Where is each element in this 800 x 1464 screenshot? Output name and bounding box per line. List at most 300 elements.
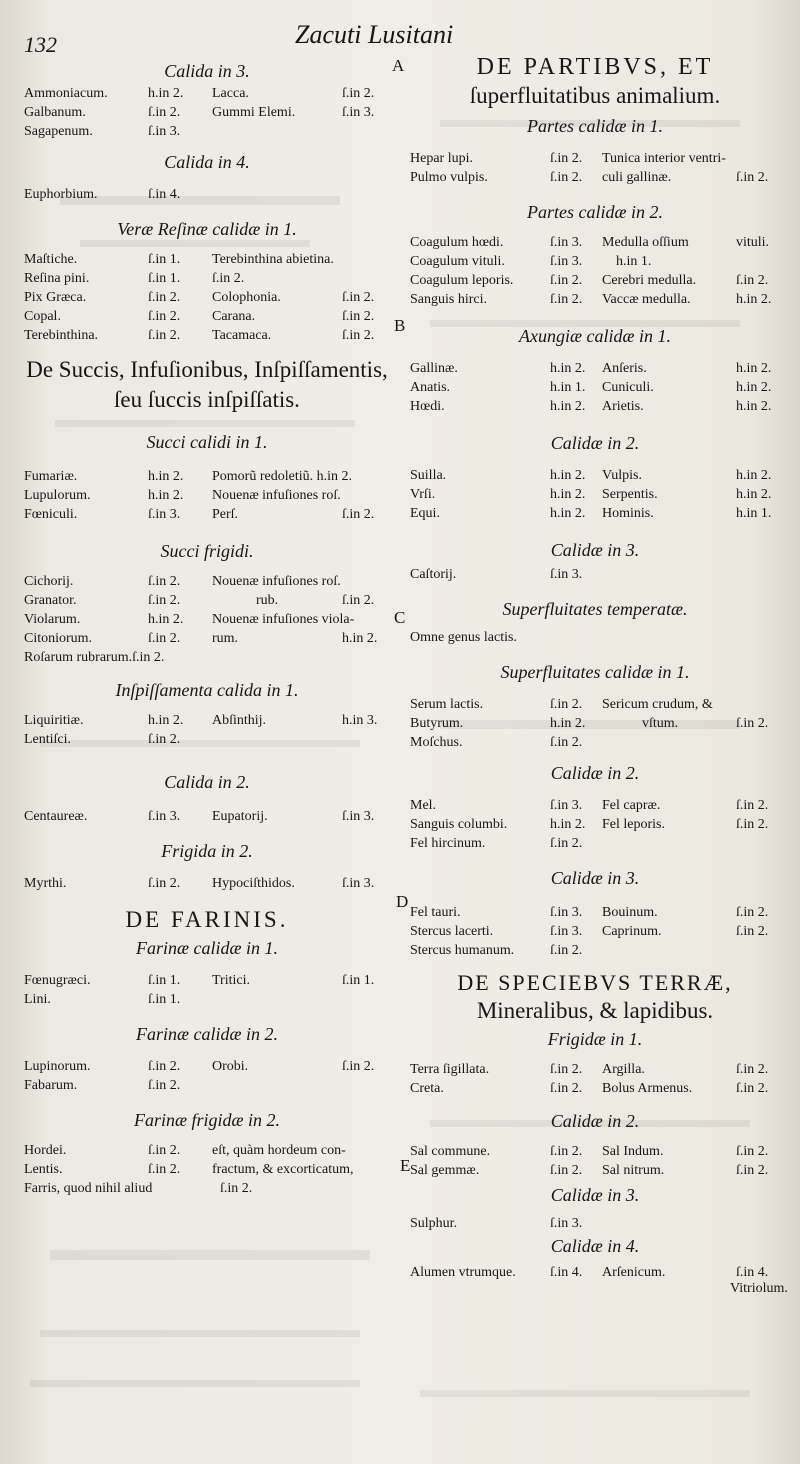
entry-name-2: Fel leporis. [602, 817, 665, 832]
entry-row [410, 695, 780, 714]
entry-degree: ſ.in 3. [550, 798, 583, 813]
entry-degree-2: ſ.in 2. [342, 507, 375, 522]
entry-name: Ammoniacum. [24, 86, 108, 101]
entry-degree-2: ſ.in 2. [342, 290, 375, 305]
entry-list [410, 1142, 780, 1180]
entry-degree: ſ.in 3. [550, 567, 583, 582]
entry-row [24, 807, 390, 826]
section-calida-in-2 [24, 771, 390, 826]
entry-name: Lupinorum. [24, 1059, 91, 1074]
entry-degree-2: h.in 2. [736, 468, 772, 483]
section-inspissamenta [24, 679, 390, 749]
entry-degree: ſ.in 2. [148, 105, 181, 120]
entry-name-2: h.in 1. [616, 254, 652, 269]
entry-row [410, 1214, 780, 1233]
entry-name: Fœnugræci. [24, 973, 91, 988]
entry-degree: ſ.in 2. [148, 574, 181, 589]
section-heading: Farinæ calidæ in 1. [135, 938, 278, 958]
entry-name: Fel tauri. [410, 905, 461, 920]
entry-degree-2: h.in 2. [736, 487, 772, 502]
entry-degree-2: ſ.in 2. [736, 924, 769, 939]
entry-row [410, 485, 780, 504]
entry-degree-2: ſ.in 2. [342, 328, 375, 343]
entry-name-2: Tacamaca. [212, 328, 272, 343]
section-farinae-calidae-in-2 [24, 1023, 390, 1095]
entry-row [410, 1161, 780, 1180]
entry-row [410, 397, 780, 416]
section-superfluitates-temperatae [410, 598, 780, 647]
entry-row [24, 185, 390, 204]
entry-name-2: Colophonia. [212, 290, 281, 305]
entry-name: Fœniculi. [24, 507, 78, 522]
section-calidae-in-2-animal [410, 432, 780, 523]
entry-name: Hordei. [24, 1143, 67, 1158]
entry-degree: h.in 2. [550, 468, 586, 483]
section-calidae-in-3-mineral [410, 1184, 780, 1233]
entry-name-2: Hominis. [602, 506, 654, 521]
entry-row [24, 269, 390, 288]
entry-row [24, 711, 390, 730]
entry-row [410, 359, 780, 378]
entry-row [24, 505, 390, 524]
entry-name-2: Perſ. [212, 507, 239, 522]
entry-degree: ſ.in 2. [550, 697, 583, 712]
entry-row [410, 565, 780, 584]
entry-name: Farris, quod nihil aliud [24, 1181, 153, 1196]
entry-degree: h.in 2. [148, 469, 184, 484]
entry-row [410, 504, 780, 523]
entry-name-2: Hypociſthidos. [212, 876, 295, 891]
section-de-succis [24, 355, 390, 524]
entry-degree: ſ.in 4. [550, 1265, 583, 1280]
entry-degree-2: ſ.in 2. [736, 1062, 769, 1077]
section-de-speciebus-terrae [410, 970, 780, 1098]
entry-row [410, 378, 780, 397]
entry-name-2: Sal Indum. [602, 1144, 664, 1159]
entry-name: Pulmo vulpis. [410, 170, 488, 185]
entry-name-2: Lacca. [212, 86, 249, 101]
section-heading: Calidæ in 2. [550, 763, 640, 783]
entry-degree: ſ.in 2. [550, 943, 583, 958]
entry-degree-2: h.in 2. [736, 399, 772, 414]
entry-name: Centaureæ. [24, 809, 88, 824]
entry-degree-2: ſ.in 2. [736, 905, 769, 920]
entry-list [410, 466, 780, 523]
entry-degree: h.in 2. [550, 817, 586, 832]
entry-name: Serum lactis. [410, 697, 484, 712]
entry-name: Sulphur. [410, 1216, 458, 1231]
entry-list [410, 149, 780, 187]
entry-name: Fabarum. [24, 1078, 78, 1093]
entry-name: Stercus humanum. [410, 943, 515, 958]
entry-degree: ſ.in 2. [550, 170, 583, 185]
entry-row [410, 1079, 780, 1098]
entry-name-2: Orobi. [212, 1059, 249, 1074]
entry-name: Hepar lupi. [410, 151, 473, 166]
entry-list [410, 233, 780, 309]
entry-name: Stercus lacerti. [410, 924, 494, 939]
section-axungiae [410, 325, 780, 416]
section-heading: Inſpiſſamenta calida in 1. [115, 680, 299, 700]
entry-name-2: Vulpis. [602, 468, 642, 483]
entry-name: Coagulum vituli. [410, 254, 505, 269]
entry-row [24, 1141, 390, 1160]
entry-degree: ſ.in 2. [148, 593, 181, 608]
entry-row [24, 648, 390, 667]
section-verae-resinae [24, 218, 390, 345]
entry-row [24, 629, 390, 648]
entry-degree: ſ.in 4. [148, 187, 181, 202]
entry-row [410, 1060, 780, 1079]
entry-name: Suilla. [410, 468, 447, 483]
section-heading: Superfluitates temperatæ. [502, 599, 688, 619]
entry-list [410, 1214, 780, 1233]
entry-row [24, 730, 390, 749]
entry-degree: ſ.in 3. [148, 507, 181, 522]
entry-degree-2: h.in 1. [736, 506, 772, 521]
section-frigida-in-2 [24, 840, 390, 893]
entry-list [410, 1263, 788, 1298]
entry-list [24, 874, 390, 893]
chapter-subtitle: ſuperfluitatibus animalium. [469, 83, 721, 108]
entry-name: Terebinthina. [24, 328, 99, 343]
entry-list [410, 695, 780, 752]
entry-degree: ſ.in 1. [148, 271, 181, 286]
entry-list [410, 359, 780, 416]
entry-degree: ſ.in 2. [550, 836, 583, 851]
entry-name: Sanguis columbi. [410, 817, 508, 832]
margin-marker-d: D [396, 892, 409, 911]
entry-row [410, 290, 780, 309]
section-calidae-in-2-superfl [410, 762, 780, 853]
entry-row [24, 122, 390, 141]
entry-name: Roſarum rubrarum.ſ.in 2. [24, 650, 165, 665]
margin-marker-b: B [394, 316, 406, 335]
entry-degree: ſ.in 1. [148, 992, 181, 1007]
entry-name-2: Caprinum. [602, 924, 662, 939]
section-farinae-frigidae-in-2 [24, 1109, 390, 1198]
section-calidae-in-3-animal [410, 539, 780, 584]
entry-name: Anatis. [410, 380, 451, 395]
entry-list [410, 1060, 780, 1098]
entry-list [24, 1141, 390, 1198]
section-heading: Farinæ frigidæ in 2. [133, 1110, 281, 1130]
section-heading: Succi frigidi. [160, 541, 254, 561]
left-column [24, 54, 390, 1198]
entry-name: Creta. [410, 1081, 444, 1096]
entry-list [24, 84, 390, 141]
section-heading: Partes calidæ in 2. [527, 202, 663, 222]
entry-degree: ſ.in 3. [550, 924, 583, 939]
entry-row [410, 233, 780, 252]
entry-name: Copal. [24, 309, 61, 324]
entry-degree: ſ.in 2. [148, 1162, 181, 1177]
entry-degree: ſ.in 2. [148, 1143, 181, 1158]
entry-name-2: Cuniculi. [602, 380, 654, 395]
entry-row [410, 796, 780, 815]
entry-list [24, 185, 390, 204]
entry-name-2: eſt, quàm hordeum con- [212, 1143, 346, 1158]
entry-degree: ſ.in 2. [220, 1181, 253, 1196]
entry-degree: ſ.in 2. [550, 1163, 583, 1178]
entry-degree-2: h.in 2. [736, 361, 772, 376]
entry-name-2: fractum, & excorticatum, [212, 1162, 354, 1177]
entry-degree-2: ſ.in 2. [736, 798, 769, 813]
section-heading: Calida in 4. [164, 152, 250, 172]
section-calida-in-4 [24, 151, 390, 204]
entry-row [24, 486, 390, 505]
section-heading: Calidæ in 3. [550, 1185, 640, 1205]
entry-row [24, 874, 390, 893]
section-heading: Calidæ in 4. [550, 1236, 640, 1256]
entry-name-2: Eupatorij. [212, 809, 268, 824]
entry-degree: h.in 2. [148, 612, 184, 627]
entry-name: Vrſi. [410, 487, 436, 502]
entry-name-2: Serpentis. [602, 487, 658, 502]
entry-row [24, 1076, 390, 1095]
entry-name: Cichorij. [24, 574, 74, 589]
entry-list [24, 711, 390, 749]
margin-marker-e: E [400, 1156, 411, 1175]
entry-degree-2: vituli. [736, 235, 770, 250]
chapter-subtitle: Mineralibus, & lapidibus. [476, 998, 714, 1023]
section-succi-frigidi [24, 540, 390, 667]
entry-name: Fel hircinum. [410, 836, 486, 851]
entry-name: Sal commune. [410, 1144, 491, 1159]
entry-row [410, 922, 780, 941]
entry-name-2: Tritici. [212, 973, 250, 988]
entry-degree: ſ.in 3. [148, 124, 181, 139]
entry-name: Liquiritiæ. [24, 713, 84, 728]
entry-degree-2: ſ.in 2. [342, 593, 375, 608]
entry-degree-2: ſ.in 2. [342, 309, 375, 324]
entry-name-2: Arietis. [602, 399, 644, 414]
chapter-title: DE SPECIEBVS TERRÆ, [457, 970, 733, 995]
entry-row [410, 466, 780, 485]
entry-list [410, 796, 780, 853]
entry-name: Sal gemmæ. [410, 1163, 480, 1178]
entry-degree: ſ.in 2. [550, 735, 583, 750]
entry-row [24, 1057, 390, 1076]
section-heading: Calidæ in 3. [550, 540, 640, 560]
entry-degree-2: ſ.in 1. [342, 973, 375, 988]
section-heading: Calida in 2. [164, 772, 250, 792]
entry-degree-2: ſ.in 2. [736, 1144, 769, 1159]
entry-degree: ſ.in 2. [550, 1062, 583, 1077]
entry-name-2: Vitriolum. [730, 1281, 788, 1296]
entry-row [410, 903, 780, 922]
entry-row [24, 971, 390, 990]
entry-degree-2: ſ.in 4. [736, 1265, 769, 1280]
entry-list [24, 467, 390, 524]
section-calidae-in-4-mineral [410, 1235, 788, 1298]
entry-degree: ſ.in 2. [550, 1081, 583, 1096]
entry-name: Citoniorum. [24, 631, 93, 646]
entry-row [24, 307, 390, 326]
entry-degree: h.in 2. [148, 488, 184, 503]
entry-row [24, 572, 390, 591]
entry-degree: ſ.in 2. [148, 290, 181, 305]
entry-degree: h.in 1. [550, 380, 586, 395]
entry-name: Granator. [24, 593, 77, 608]
margin-marker-c: C [394, 608, 406, 627]
entry-name-2: Sal nitrum. [602, 1163, 665, 1178]
entry-degree: ſ.in 2. [148, 631, 181, 646]
entry-degree: ſ.in 2. [550, 151, 583, 166]
entry-name: Equi. [410, 506, 440, 521]
entry-row [24, 103, 390, 122]
entry-row [410, 271, 780, 290]
entry-name: Fumariæ. [24, 469, 78, 484]
entry-degree: ſ.in 3. [550, 905, 583, 920]
entry-name: Myrthi. [24, 876, 67, 891]
entry-name: Violarum. [24, 612, 81, 627]
entry-degree-2: ſ.in 2. [736, 716, 769, 731]
entry-name: Lentiſci. [24, 732, 72, 747]
entry-row [24, 591, 390, 610]
entry-row [24, 1160, 390, 1179]
page-number: 132 [24, 32, 57, 57]
entry-degree: ſ.in 2. [148, 1078, 181, 1093]
entry-row [24, 84, 390, 103]
entry-name: Maſtiche. [24, 252, 78, 267]
entry-name: Gallinæ. [410, 361, 458, 376]
section-heading: Veræ Reſinæ calidæ in 1. [117, 219, 297, 239]
section-partes-calidae-in-2 [410, 201, 780, 309]
section-heading: Partes calidæ in 1. [527, 116, 663, 136]
entry-row [410, 1263, 780, 1282]
entry-row [410, 1281, 788, 1298]
entry-row [410, 168, 780, 187]
entry-name: Omne genus lactis. [410, 630, 517, 645]
entry-name-2: culi gallinæ. [602, 170, 672, 185]
entry-name-2: ſ.in 2. [212, 271, 245, 286]
entry-degree: h.in 2. [550, 361, 586, 376]
entry-name: Euphorbium. [24, 187, 98, 202]
entry-name-2: Tunica interior ventri- [602, 151, 726, 166]
section-heading: Calidæ in 2. [550, 433, 640, 453]
entry-name: Mel. [410, 798, 437, 813]
entry-row [24, 467, 390, 486]
entry-name-2: Terebinthina abietina. [212, 252, 334, 267]
entry-name-2: Abſinthij. [212, 713, 267, 728]
entry-degree: ſ.in 3. [148, 809, 181, 824]
section-heading: Superfluitates calidæ in 1. [500, 662, 690, 682]
entry-degree-2: ſ.in 3. [342, 809, 375, 824]
entry-name: Coagulum hœdi. [410, 235, 504, 250]
entry-name-2: Sericum crudum, & [602, 697, 713, 712]
entry-name: Pix Græca. [24, 290, 87, 305]
entry-name-2: Cerebri medulla. [602, 273, 697, 288]
entry-degree-2: ſ.in 2. [736, 1163, 769, 1178]
entry-name-2: rum. [212, 631, 239, 646]
section-heading: Frigidæ in 1. [547, 1029, 643, 1049]
entry-row [410, 252, 780, 271]
entry-degree: h.in 2. [550, 716, 586, 731]
entry-row [24, 1179, 390, 1198]
entry-row [410, 815, 780, 834]
entry-degree: h.in 2. [148, 713, 184, 728]
entry-degree: ſ.in 2. [148, 309, 181, 324]
entry-name-2: Vaccæ medulla. [602, 292, 691, 307]
entry-name-2: rub. [256, 593, 279, 608]
chapter-title: DE PARTIBVS, ET [476, 54, 714, 80]
entry-list [24, 572, 390, 667]
entry-row [410, 1142, 780, 1161]
entry-name: Lentis. [24, 1162, 63, 1177]
entry-degree: ſ.in 2. [148, 876, 181, 891]
entry-degree: ſ.in 2. [148, 328, 181, 343]
entry-name: Butyrum. [410, 716, 464, 731]
entry-degree-2: h.in 2. [736, 380, 772, 395]
entry-list [410, 628, 780, 647]
entry-degree: ſ.in 2. [550, 273, 583, 288]
entry-name-2: Anſeris. [602, 361, 647, 376]
entry-degree: ſ.in 1. [148, 252, 181, 267]
entry-degree: ſ.in 2. [550, 1144, 583, 1159]
entry-degree: h.in 2. [550, 487, 586, 502]
chapter-subtitle: ſeu ſuccis inſpiſſatis. [114, 387, 300, 412]
entry-name-2: Medulla oſſium [602, 235, 689, 250]
entry-list [410, 565, 780, 584]
entry-name-2: Bouinum. [602, 905, 658, 920]
entry-name: Reſina pini. [24, 271, 90, 286]
margin-marker-a: A [392, 56, 405, 75]
section-calida-in-3 [24, 60, 390, 141]
entry-name-2: Pomorũ redoletiũ. h.in 2. [212, 469, 352, 484]
running-head: Zacuti Lusitani [295, 20, 454, 49]
section-heading: Farinæ calidæ in 2. [135, 1024, 278, 1044]
entry-degree-2: ſ.in 2. [736, 170, 769, 185]
entry-row [410, 149, 780, 168]
entry-degree: h.in 2. [550, 399, 586, 414]
chapter-title: De Succis, Infuſionibus, Inſpiſſamentis, [26, 357, 388, 382]
entry-name: Alumen vtrumque. [410, 1265, 516, 1280]
entry-degree: ſ.in 3. [550, 254, 583, 269]
entry-list [410, 903, 780, 960]
chapter-title: DE FARINIS. [125, 907, 289, 932]
section-heading: Frigida in 2. [161, 841, 253, 861]
entry-degree: ſ.in 3. [550, 235, 583, 250]
section-heading: Calidæ in 3. [550, 868, 640, 888]
entry-name-2: Carana. [212, 309, 256, 324]
section-de-partibus [410, 54, 780, 187]
section-heading: Calidæ in 2. [550, 1111, 640, 1131]
entry-degree-2: h.in 3. [342, 713, 378, 728]
entry-degree-2: ſ.in 2. [736, 817, 769, 832]
entry-name: Sanguis hirci. [410, 292, 487, 307]
entry-name: Lupulorum. [24, 488, 91, 503]
entry-degree-2: ſ.in 2. [342, 1059, 375, 1074]
entry-row [410, 628, 780, 647]
right-column [410, 54, 788, 1298]
entry-name-2: Gummi Elemi. [212, 105, 296, 120]
entry-degree: ſ.in 2. [148, 732, 181, 747]
section-calidae-in-2-mineral [410, 1110, 780, 1180]
entry-list [24, 807, 390, 826]
entry-row [410, 834, 780, 853]
entry-name-2: Bolus Armenus. [602, 1081, 693, 1096]
entry-degree-2: ſ.in 2. [736, 1081, 769, 1096]
section-heading: Axungiæ calidæ in 1. [519, 326, 671, 346]
entry-name: Caſtorij. [410, 567, 457, 582]
entry-name: Lini. [24, 992, 51, 1007]
section-heading: Calida in 3. [164, 61, 250, 81]
entry-degree-2: h.in 2. [736, 292, 772, 307]
entry-row [24, 990, 390, 1009]
entry-row [24, 326, 390, 345]
entry-list [24, 971, 390, 1009]
